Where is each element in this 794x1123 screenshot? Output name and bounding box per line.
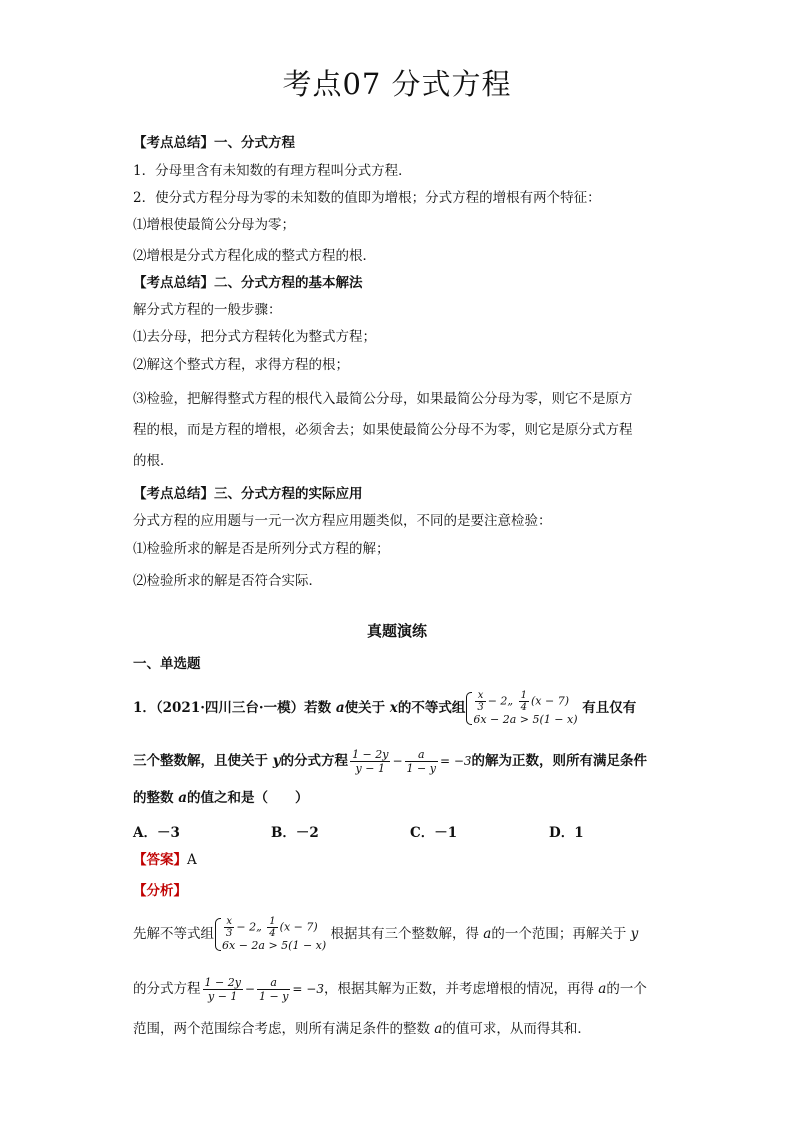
analysis-line-3: 范围，两个范围综合考虑，则所有满足条件的整数 a的值可求，从而得其和． — [133, 1021, 591, 1037]
sec2-item-6: 的根． — [133, 453, 174, 469]
option-d: D．1 — [549, 825, 584, 841]
section-1-heading — [133, 134, 295, 152]
heading-bracket: 【考点总结】 — [133, 486, 214, 502]
sec3-item-3: ⑵检验所求的解是否符合实际． — [133, 573, 322, 589]
q1-suffix1: 有且仅有 — [577, 700, 637, 716]
sec2-item-5: 程的根，而是方程的增根，必须舍去；如果使最简公分母不为零，则它是原分式方程 — [133, 422, 633, 438]
inequality-row-1: $\frac{x}{3}$ − 2„ $\frac{1}{4}$ (x − 7) — [477, 690, 570, 713]
question-1-line-1 — [133, 684, 636, 732]
option-b: B．－2 — [271, 825, 319, 841]
sec3-item-2: ⑴检验所求的解是否是所列分式方程的解； — [133, 541, 390, 557]
question-1-line-2: 三个整数解，且使关于 y的分式方程 $\frac{1 - 2y}{y - 1}$ − $\frac{a}{1 - y}$ = −3的解为正数，则所有满足条件 — [133, 748, 648, 775]
heading-text: 一、分式方程 — [214, 135, 295, 151]
question-1-line-3: 的整数 a的值之和是（ ） — [133, 790, 309, 806]
option-c: C．－1 — [410, 825, 458, 841]
fraction-1: $\frac{1 - 2y}{y - 1}$ — [352, 748, 389, 775]
sec1-item-4: ⑵增根是分式方程化成的整式方程的根． — [133, 248, 376, 264]
analysis-inequality-system: $\frac{x}{3}$ − 2„ $\frac{1}{4}$ (x − 7) 6x − 2a > 5(1 − x) — [214, 916, 326, 953]
sec2-item-4: ⑶检验，把解得整式方程的根代入最简公分母，如果最简公分母为零，则它不是原方 — [133, 391, 633, 407]
part-heading: 一、单选题 — [133, 656, 201, 672]
heading-bracket: 【考点总结】 — [133, 275, 214, 291]
inequality-system — [465, 690, 577, 727]
inequality-row-2: 6x − 2a > 5(1 − x) — [473, 713, 578, 726]
q1-prefix: 1．（2021·四川三台·一模）若数 — [133, 700, 336, 716]
var-x: x — [389, 700, 398, 716]
option-a: A．－3 — [133, 825, 180, 841]
var-y: y — [272, 753, 281, 769]
analysis-label: 【分析】 — [133, 883, 187, 899]
sec1-item-3: ⑴增根使最简公分母为零； — [133, 217, 295, 233]
fraction-2: $\frac{a}{1 - y}$ — [406, 748, 436, 775]
sec2-item-1: 解分式方程的一般步骤： — [133, 302, 282, 318]
sec2-item-2: ⑴去分母，把分式方程转化为整式方程； — [133, 329, 376, 345]
section-3-heading — [133, 485, 363, 503]
section-2-heading — [133, 274, 363, 292]
heading-text: 二、分式方程的基本解法 — [214, 275, 363, 291]
q1-mid1: 使关于 — [344, 700, 390, 716]
answer-line — [133, 851, 197, 869]
page-title: 考点07 分式方程 — [282, 67, 512, 101]
sec2-item-3: ⑵解这个整式方程，求得方程的根； — [133, 357, 349, 373]
sec1-item-2: 2．使分式方程分母为零的未知数的值即为增根；分式方程的增根有两个特征： — [133, 190, 601, 206]
answer-label: 【答案】 — [133, 852, 187, 868]
analysis-label-line — [133, 882, 187, 900]
sec1-item-1: 1．分母里含有未知数的有理方程叫分式方程． — [133, 163, 412, 179]
practice-heading: 真题演练 — [366, 622, 427, 640]
heading-text: 三、分式方程的实际应用 — [214, 486, 363, 502]
analysis-line-1: 先解不等式组 $\frac{x}{3}$ − 2„ $\frac{1}{4}$ (x − 7) 6x − 2a > 5(1 − x) 根据其有三个整数解，得 a的一个范围；再解关于 y — [133, 916, 639, 952]
var-a: a — [335, 700, 345, 716]
q1-mid2: 的不等式组 — [397, 700, 466, 716]
heading-bracket: 【考点总结】 — [133, 135, 214, 151]
answer-value: A — [187, 852, 197, 868]
sec3-item-1: 分式方程的应用题与一元一次方程应用题类似，不同的是要注意检验： — [133, 513, 552, 529]
analysis-line-2: 的分式方程 $\frac{1 - 2y}{y - 1}$ − $\frac{a}{1 - y}$ = −3，根据其解为正数，并考虑增根的情况，再得 a的一个 — [133, 976, 647, 1003]
